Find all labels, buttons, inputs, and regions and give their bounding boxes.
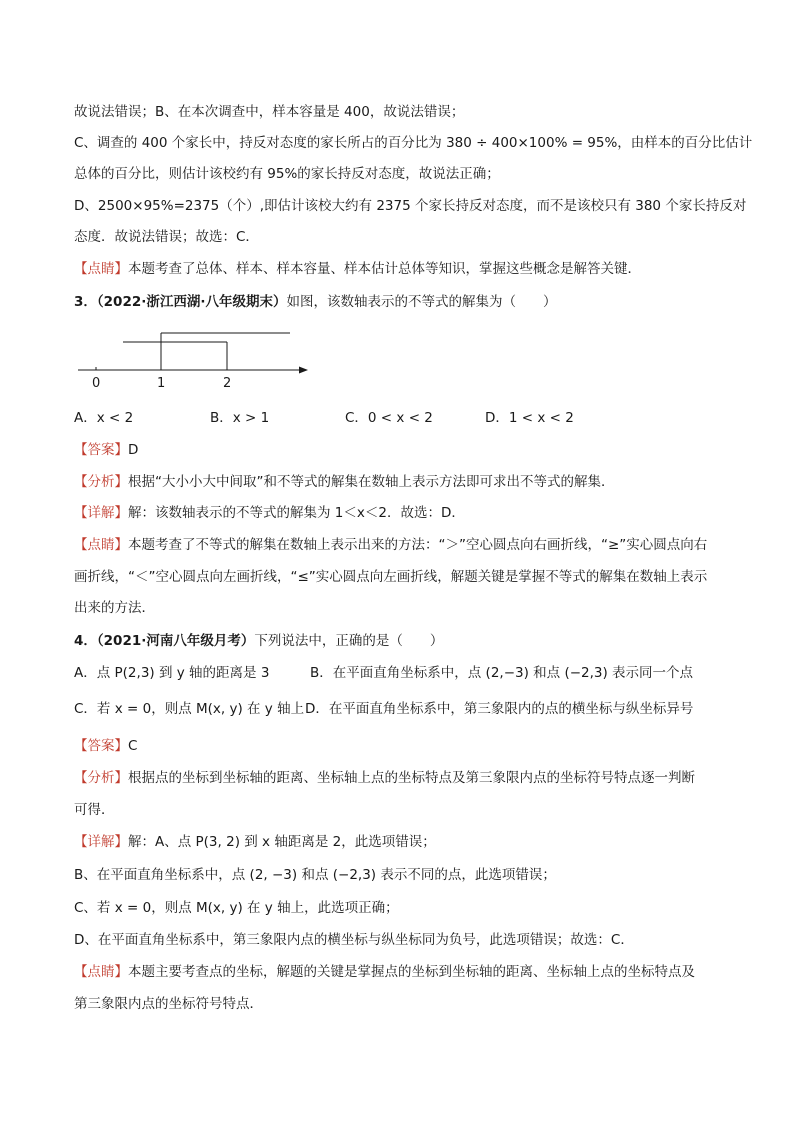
q3-detail	[74, 503, 465, 523]
q4-detail-1	[74, 832, 436, 852]
tick-label-0: 0	[92, 376, 101, 391]
q3-stem: 如图，该数轴表示的不等式的解集为（ ）	[286, 294, 557, 310]
tick-label-2: 2	[223, 376, 232, 391]
answer-tag: 【答案】	[74, 738, 128, 754]
answer-value: D	[128, 442, 139, 458]
q3-option-a[interactable]: A．x < 2	[74, 410, 134, 426]
q2-line-1: 故说法错误；B、在本次调查中，样本容量是 400，故说法错误；	[74, 104, 465, 120]
answer-tag: 【答案】	[74, 442, 128, 458]
q4-option-c[interactable]: C．若 x = 0，则点 M(x, y) 在 y 轴上	[74, 701, 305, 717]
q3-number: 3．	[74, 294, 97, 310]
q4-dianjing-2: 第三象限内点的坐标符号特点．	[74, 996, 263, 1012]
detail-text: 解：该数轴表示的不等式的解集为 1＜x＜2．故选：D．	[128, 505, 465, 521]
axis-arrow	[299, 367, 308, 374]
q4-number: 4．	[74, 633, 97, 649]
q2-dianjing	[74, 259, 641, 279]
q4-answer	[74, 736, 137, 756]
q3-dianjing-1	[74, 535, 707, 555]
dianjing-text: 本题主要考查点的坐标，解题的关键是掌握点的坐标到坐标轴的距离、坐标轴上点的坐标特点及	[128, 964, 695, 980]
dianjing-tag: 【点睛】	[74, 964, 128, 980]
detail-text: 解：A、点 P(3, 2) 到 x 轴距离是 2，此选项错误；	[128, 834, 436, 850]
q4-option-d[interactable]: D．在平面直角坐标系中，第三象限内的点的横坐标与纵坐标异号	[305, 701, 694, 717]
q4-source: （2021·河南八年级月考）	[96, 633, 255, 649]
q2-line-2: C、调查的 400 个家长中，持反对态度的家长所占的百分比为 380 ÷ 400×100% = 95%，由样本的百分比估计	[74, 135, 753, 151]
q4-detail-3: C、若 x = 0，则点 M(x, y) 在 y 轴上，此选项正确；	[74, 900, 399, 916]
q4-option-b[interactable]: B．在平面直角坐标系中，点 (2,−3) 和点 (−2,3) 表示同一个点	[310, 665, 694, 681]
number-line-figure	[70, 325, 320, 395]
tick-label-1: 1	[157, 376, 166, 391]
analysis-tag: 【分析】	[74, 474, 128, 490]
answer-value: C	[128, 738, 138, 754]
analysis-text: 根据点的坐标到坐标轴的距离、坐标轴上点的坐标特点及第三象限内点的坐标符号特点逐一判断	[128, 770, 695, 786]
q2-line-5: 态度．故说法错误；故选：C．	[74, 229, 259, 245]
q4-heading	[74, 631, 443, 651]
q3-option-c[interactable]: C．0 < x < 2	[345, 410, 433, 426]
q4-option-a[interactable]: A．点 P(2,3) 到 y 轴的距离是 3	[74, 665, 270, 681]
analysis-tag: 【分析】	[74, 770, 128, 786]
q2-line-3: 总体的百分比，则估计该校约有 95%的家长持反对态度，故说法正确；	[74, 166, 500, 182]
q4-dianjing-1	[74, 962, 695, 982]
q3-dianjing-3: 出来的方法．	[74, 600, 155, 616]
q3-option-b[interactable]: B．x > 1	[210, 410, 270, 426]
dianjing-text: 本题考查了总体、样本、样本容量、样本估计总体等知识，掌握这些概念是解答关键．	[128, 261, 641, 277]
dianjing-tag: 【点睛】	[74, 537, 128, 553]
q3-heading	[74, 292, 557, 312]
q4-analysis-1	[74, 768, 695, 788]
q4-stem: 下列说法中，正确的是（ ）	[254, 633, 444, 649]
q3-dianjing-2: 画折线，“＜”空心圆点向左画折线，“≤”实心圆点向左画折线，解题关键是掌握不等式的解集在数轴上表示	[74, 569, 708, 585]
dianjing-text: 本题考查了不等式的解集在数轴上表示出来的方法：“＞”空心圆点向右画折线，“≥”实心圆点向右	[128, 537, 708, 553]
dianjing-tag: 【点睛】	[74, 261, 128, 277]
q4-detail-4: D、在平面直角坐标系中，第三象限内点的横坐标与纵坐标同为负号，此选项错误；故选：C．	[74, 932, 634, 948]
q3-answer	[74, 440, 138, 460]
q4-detail-2: B、在平面直角坐标系中，点 (2, −3) 和点 (−2,3) 表示不同的点，此选项错误；	[74, 867, 556, 883]
q3-analysis	[74, 472, 615, 492]
analysis-text: 根据“大小小大中间取”和不等式的解集在数轴上表示方法即可求出不等式的解集．	[128, 474, 615, 490]
detail-tag: 【详解】	[74, 505, 128, 521]
q3-option-d[interactable]: D．1 < x < 2	[485, 410, 574, 426]
q2-line-4: D、2500×95%=2375（个）,即估计该校大约有 2375 个家长持反对态度，而不是该校只有 380 个家长持反对	[74, 198, 747, 214]
q3-source: （2022·浙江西湖·八年级期末）	[96, 294, 287, 310]
detail-tag: 【详解】	[74, 834, 128, 850]
q4-analysis-2: 可得．	[74, 802, 115, 818]
